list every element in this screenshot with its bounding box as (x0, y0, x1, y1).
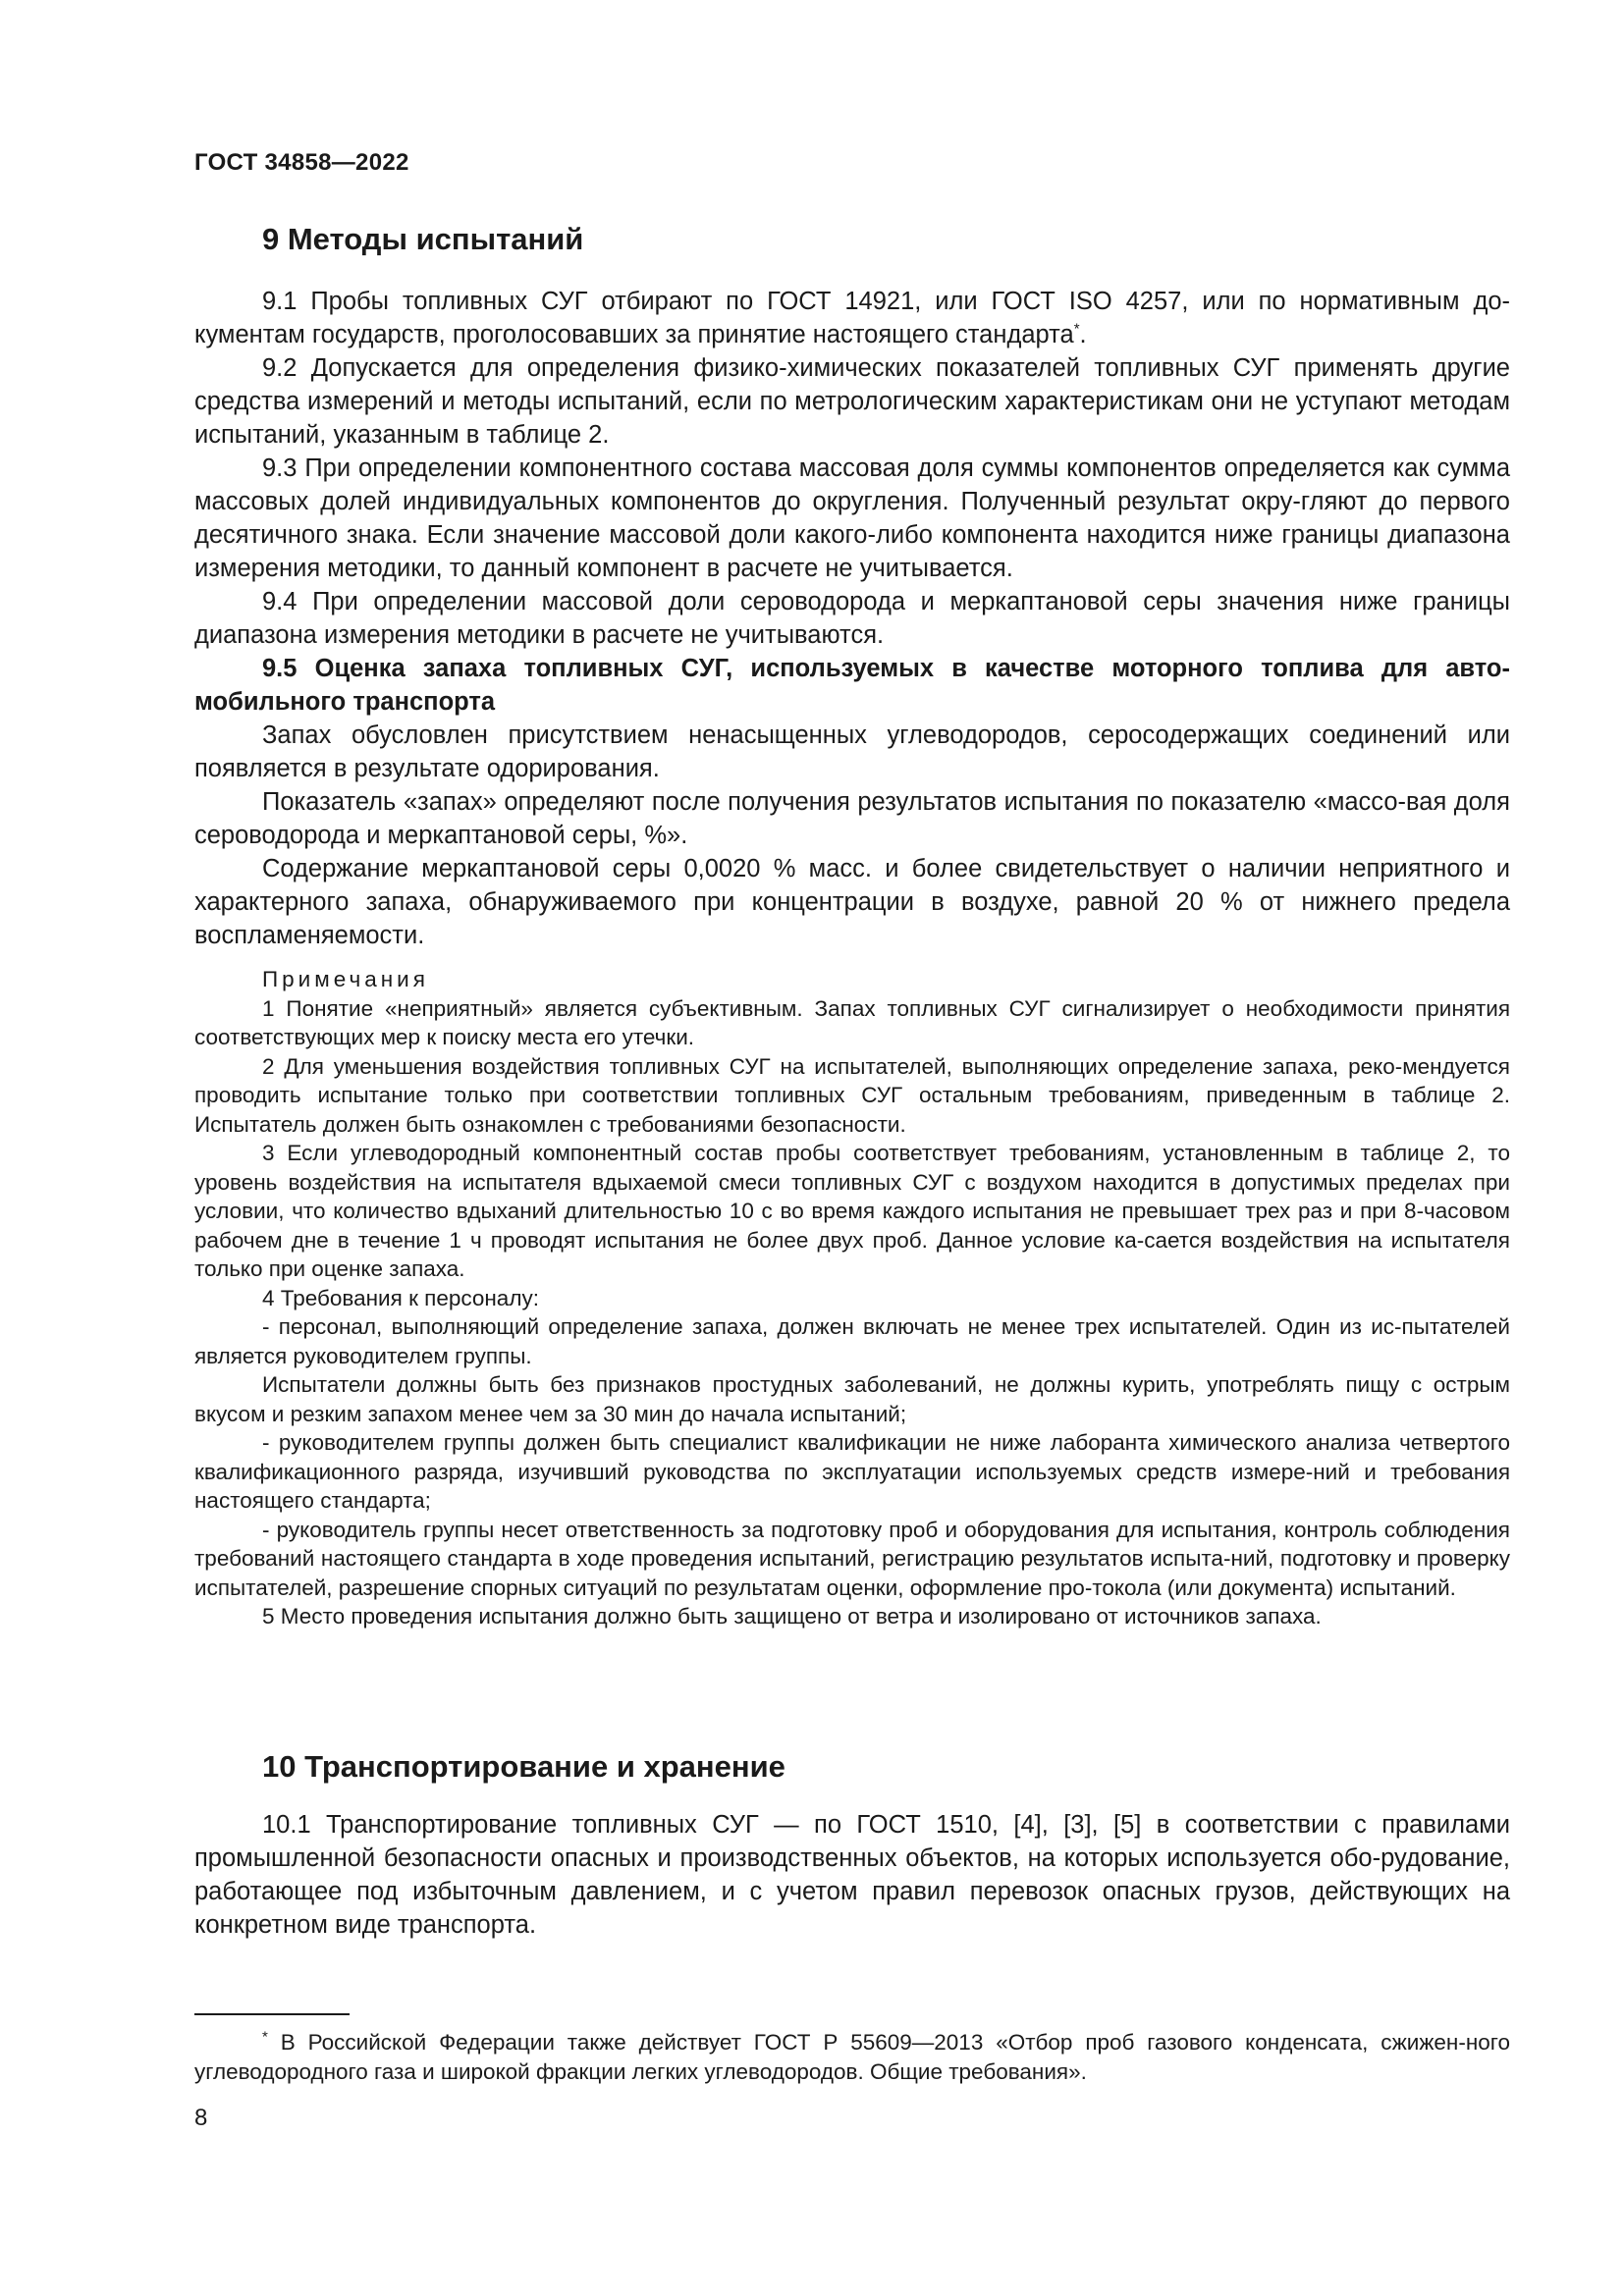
paragraph-9-3: 9.3 При определении компонентного состава массовая доля суммы компонентов определяется как сумма массовых долей индивидуальных компонентов до округления. Полученный результат окру-гляют до первого десятичного знака. Если значение массовой доли какого-либо компонента находится ниже границы диапазона измерения методики, то данный компонент в расчете не учитывается. (194, 454, 1510, 582)
page-number: 8 (194, 2105, 208, 2131)
paragraph-9-4: 9.4 При определении массовой доли сероводорода и меркаптановой серы значения ниже границы диапазона измерения методики в расчете не учитываются. (194, 588, 1510, 649)
footnote (194, 2028, 1510, 2086)
paragraph-9-5-text-2: Показатель «запах» определяют после получения результатов испытания по показателю «массо-вая доля сероводорода и меркаптановой серы, %». (194, 788, 1510, 849)
paragraph-10-1: 10.1 Транспортирование топливных СУГ — по ГОСТ 1510, [4], [3], [5] в соответствии с правилами промышленной безопасности опасных и производственных объектов, на которых используется обо-рудование, работающее под избыточным давлением, и с учетом правил перевозок опасных грузов, действующих на конкретном виде транспорта. (194, 1811, 1510, 1939)
note-2: 2 Для уменьшения воздействия топливных СУГ на испытателей, выполняющих определение запаха, реко-мендуется проводить испытание только при соответствии топливных СУГ остальным требованиям, приведенным в таблице 2. Испытатель должен быть ознакомлен с требованиями безопасности. (194, 1053, 1510, 1137)
note-4-item-2: Испытатели должны быть без признаков простудных заболеваний, не должны курить, употреблять пищу с острым вкусом и резким запахом менее чем за 30 мин до начала испытаний; (194, 1372, 1510, 1426)
paragraph-9-5-heading: 9.5 Оценка запаха топливных СУГ, используемых в качестве моторного топлива для авто-мобильного транспорта (194, 655, 1510, 716)
paragraph-9-2: 9.2 Допускается для определения физико-химических показателей топливных СУГ применять другие средства измерений и методы испытаний, если по метрологическим характеристикам они не уступают методам испытаний, указанным в таблице 2. (194, 354, 1510, 449)
paragraph-9-1-end: . (1079, 321, 1087, 348)
footnote-ref-mark: * (1073, 320, 1080, 338)
section-10-title: 10 Транспортирование и хранение (262, 1749, 785, 1784)
section-9-heading-block (194, 222, 1510, 257)
document-header: ГОСТ 34858—2022 (194, 149, 409, 176)
footnote-paragraph (194, 2028, 1510, 2086)
section-10-body (194, 1808, 1510, 1942)
note-4-item-4: - руководитель группы несет ответственность за подготовку проб и оборудования для испытания, контроль соблюдения требований настоящего стандарта в ходе проведения испытаний, регистрацию результатов испыта-ний, подготовку и проверку испытателей, разрешение спорных ситуаций по результатам оценки, оформление про-токола (или документа) испытаний. (194, 1517, 1510, 1600)
footnote-mark: * (262, 2028, 268, 2046)
section-9-body (194, 285, 1510, 952)
paragraph-9-1 (194, 285, 1510, 351)
note-4: 4 Требования к персоналу: (262, 1285, 539, 1310)
paragraph-9-1-text: 9.1 Пробы топливных СУГ отбирают по ГОСТ 14921, или ГОСТ ISO 4257, или по нормативным до-кументам государств, проголосовавших за принятие настоящего стандарта (194, 288, 1510, 348)
note-5: 5 Место проведения испытания должно быть защищено от ветра и изолировано от источников запаха. (262, 1604, 1322, 1629)
section-9-title: 9 Методы испытаний (262, 222, 584, 256)
paragraph-9-5-text-1: Запах обусловлен присутствием ненасыщенных углеводородов, серосодержащих соединений или появляется в результате одорирования. (194, 721, 1510, 782)
notes-heading: Примечания (262, 967, 429, 991)
footnote-text: В Российской Федерации также действует ГОСТ Р 55609—2013 «Отбор проб газового конденсата, сжижен-ного углеводородного газа и широкой фракции легких углеводородов. Общие требования». (194, 2030, 1510, 2084)
footnote-separator (194, 2013, 350, 2015)
notes-block (194, 965, 1510, 1631)
paragraph-9-5-text-3: Содержание меркаптановой серы 0,0020 % масс. и более свидетельствует о наличии неприятного и характерного запаха, обнаруживаемого при концентрации в воздухе, равной 20 % от нижнего предела воспламеняемости. (194, 855, 1510, 949)
note-4-item-1: - персонал, выполняющий определение запаха, должен включать не менее трех испытателей. Один из ис-пытателей является руководителем группы. (194, 1314, 1510, 1368)
note-1: 1 Понятие «неприятный» является субъективным. Запах топливных СУГ сигнализирует о необходимости принятия соответствующих мер к поиску места его утечки. (194, 995, 1510, 1049)
note-4-item-3: - руководителем группы должен быть специалист квалификации не ниже лаборанта химического анализа четвертого квалификационного разряда, изучивший руководства по эксплуатации используемых средств измере-ний и требования настоящего стандарта; (194, 1430, 1510, 1513)
note-3: 3 Если углеводородный компонентный состав пробы соответствует требованиям, установленным в таблице 2, то уровень воздействия на испытателя вдыхаемой смеси топливных СУГ с воздухом находится в допустимых пределах при условии, что количество вдыханий длительностью 10 с во время каждого испытания не превышает трех раз и при 8-часовом рабочем дне в течение 1 ч проводят испытания не более двух проб. Данное условие ка-сается воздействия на испытателя только при оценке запаха. (194, 1141, 1510, 1281)
section-10-heading-block (194, 1749, 1510, 1785)
